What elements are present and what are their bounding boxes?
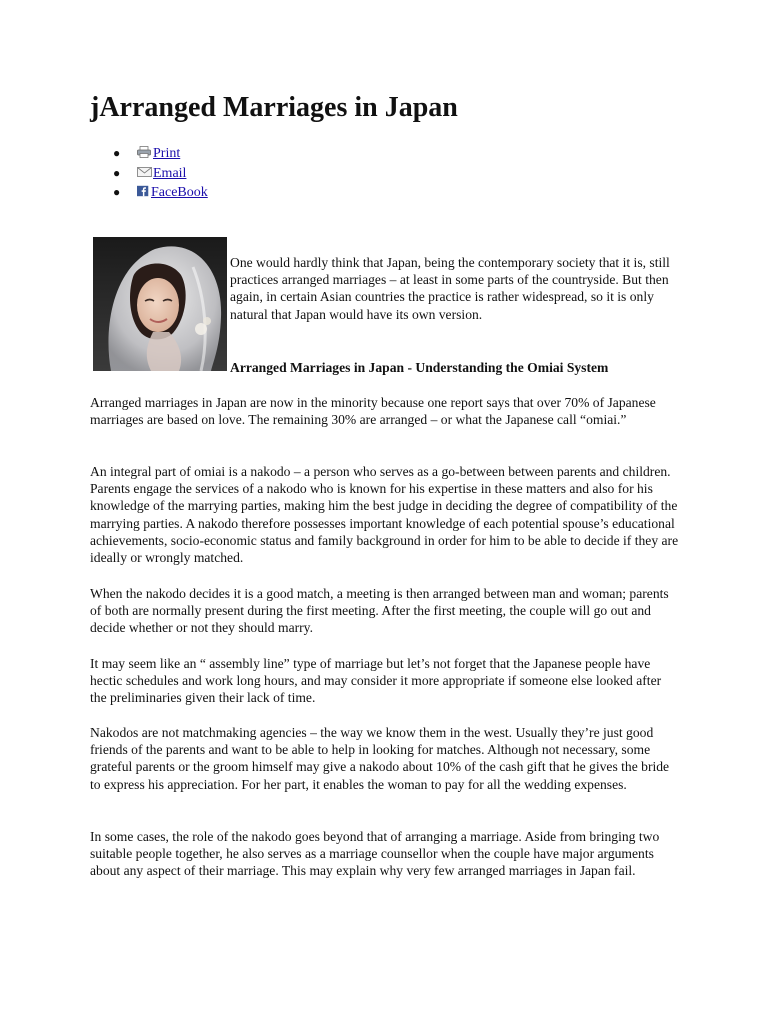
envelope-icon bbox=[137, 166, 152, 178]
bride-photo bbox=[93, 237, 227, 371]
email-label: Email bbox=[153, 165, 187, 181]
bullet: ● bbox=[113, 146, 121, 160]
intro-paragraph: One would hardly think that Japan, being the contemporary society that it is, still practices arranged marriages – at least in some parts of the countryside. But then again, in certain Asian countries the practice is rather widespread, so it is only natural that Japan would have its own version. bbox=[230, 255, 670, 322]
printer-icon bbox=[137, 146, 152, 158]
paragraph-4: It may seem like an “ assembly line” type of marriage but let’s not forget that the Japanese people have hectic schedules and work long hours, and may consider it more appropriate if someone else looked after the preliminaries given their lack of time. bbox=[90, 656, 662, 706]
paragraph-2: An integral part of omiai is a nakodo – a person who serves as a go-between between parents and children. Parents engage the services of a nakodo who is known for his expertise in these matters and also for his knowledge of the marrying parties, making him the best judge in deciding the degree of compatibility of the marrying parties. A nakodo therefore possesses important knowledge of each potential spouse’s educational achievements, socio-economic status and family background in order for him to be able to decide if they are ideally or wrongly matched. bbox=[90, 464, 679, 566]
facebook-link[interactable] bbox=[137, 185, 208, 200]
print-link[interactable] bbox=[137, 146, 180, 161]
paragraph-6: In some cases, the role of the nakodo goes beyond that of arranging a marriage. Aside from bringing two suitable people together, he also serves as a marriage counsellor when the couple have major arguments about any aspect of their marriage. This may explain why very few arranged marriages in Japan fail. bbox=[90, 829, 660, 879]
bullet: ● bbox=[113, 165, 121, 180]
facebook-icon bbox=[137, 185, 150, 197]
page-title: jArranged Marriages in Japan bbox=[90, 92, 458, 123]
section-heading: Arranged Marriages in Japan - Understanding the Omiai System bbox=[230, 360, 609, 375]
print-label: Print bbox=[153, 146, 181, 161]
paragraph-3: When the nakodo decides it is a good match, a meeting is then arranged between man and woman; parents of both are normally present during the first meeting. After the first meeting, the couple will go out and decide whether or not they should marry. bbox=[90, 586, 669, 636]
share-item-print bbox=[90, 144, 208, 164]
facebook-label: FaceBook bbox=[151, 185, 208, 200]
bride-veil-image bbox=[93, 237, 227, 371]
bullet: ● bbox=[113, 185, 121, 199]
email-link[interactable] bbox=[137, 166, 186, 181]
paragraph-5: Nakodos are not matchmaking agencies – the way we know them in the west. Usually they’re just good friends of the parents and want to be able to help in looking for matches. Although not necessary, some grateful parents or the groom himself may give a nakodo about 10% of the cash gift that he gives the bride to express his appreciation. For her part, it enables the woman to pay for all the wedding expenses. bbox=[90, 725, 670, 792]
share-item-email bbox=[90, 164, 208, 184]
share-item-facebook bbox=[90, 183, 208, 203]
share-links bbox=[90, 144, 208, 203]
paragraph-1: Arranged marriages in Japan are now in the minority because one report says that over 70% of Japanese marriages are based on love. The remaining 30% are arranged – or what the Japanese call “omiai.” bbox=[90, 395, 656, 428]
